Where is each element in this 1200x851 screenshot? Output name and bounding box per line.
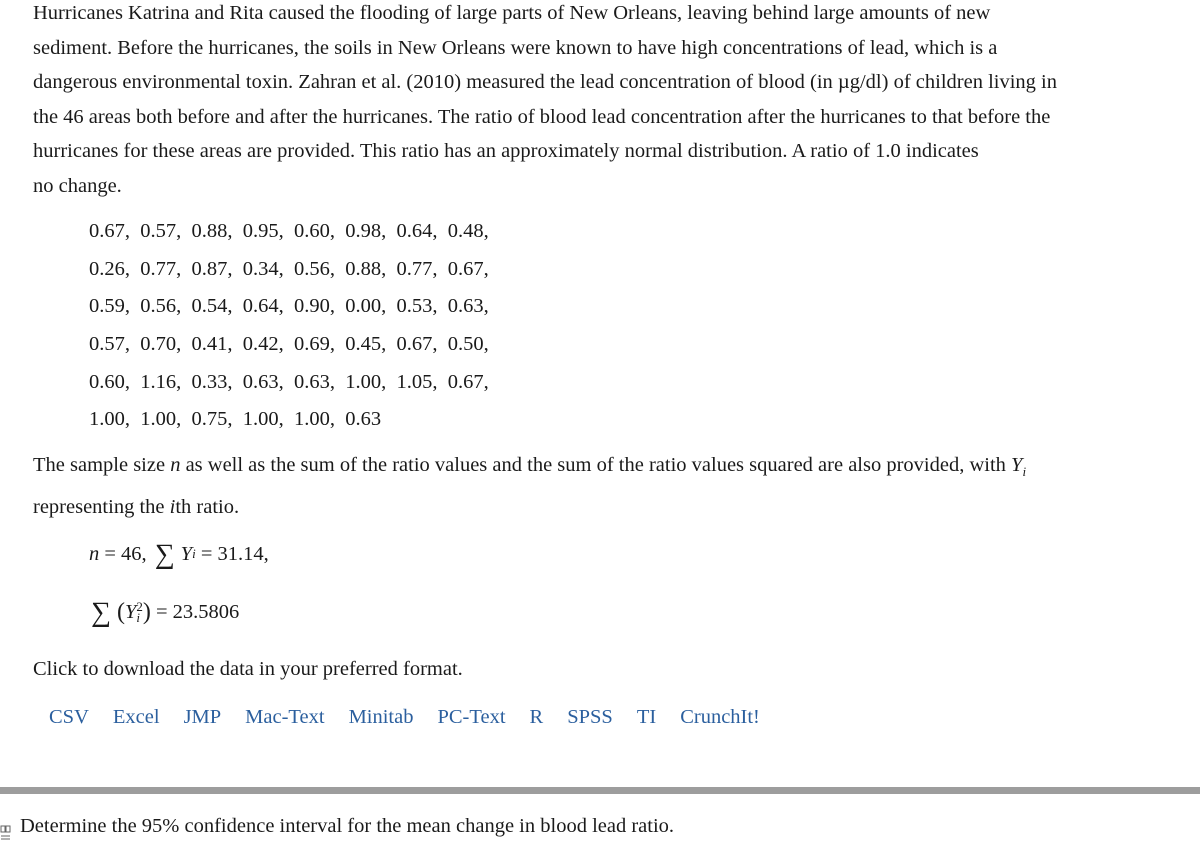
download-links <box>49 706 784 729</box>
sample-line-2: representing the ith ratio. <box>33 495 240 518</box>
data-line: 0.57, 0.70, 0.41, 0.42, 0.69, 0.45, 0.67, 0.50, <box>89 333 489 356</box>
intro-line: dangerous environmental toxin. Zahran et al. (2010) measured the lead concentration of blood (in µg/dl) of children living in <box>33 71 1057 93</box>
sample-line-1: The sample size n as well as the sum of the ratio values and the sum of the ratio values squared are also provided, with $Y_i$ <box>33 454 1027 480</box>
download-csv-link[interactable]: CSV <box>49 706 89 728</box>
intro-line: Hurricanes Katrina and Rita caused the flooding of large parts of New Orleans, leaving behind large amounts of new <box>33 2 991 24</box>
n-value: = 46, <box>99 542 147 565</box>
download-spss-link[interactable]: SPSS <box>567 706 613 728</box>
download-minitab-link[interactable]: Minitab <box>348 706 414 728</box>
sum-y-value: = 31.14, <box>195 542 269 565</box>
download-excel-link[interactable]: Excel <box>112 706 160 728</box>
intro-line: the 46 areas both before and after the hurricanes. The ratio of blood lead concentration after the hurricanes to that before the <box>33 105 1051 128</box>
download-prompt: Click to download the data in your preferred format. <box>33 658 463 680</box>
download-mac-text-link[interactable]: Mac-Text <box>245 706 325 728</box>
question-marker-icon <box>0 824 12 848</box>
sigma-icon: ∑ <box>154 539 175 570</box>
section-divider <box>0 787 1200 794</box>
y-symbol: Y <box>180 542 193 565</box>
intro-line: no change. <box>33 174 122 197</box>
data-line: 0.26, 0.77, 0.87, 0.34, 0.56, 0.88, 0.77, 0.67, <box>89 257 489 280</box>
intro-line: hurricanes for these areas are provided. This ratio has an approximately normal distribution. A ratio of 1.0 indicates <box>33 140 979 162</box>
sigma-icon: ∑ <box>91 597 111 628</box>
data-line: 0.59, 0.56, 0.54, 0.64, 0.90, 0.00, 0.53, 0.63, <box>89 295 489 318</box>
problem-intro <box>33 0 1183 203</box>
download-r-link[interactable]: R <box>529 706 544 728</box>
sum-squares-formula: ∑ ( Y 2 i ) = 23.5806 <box>91 597 240 628</box>
question-prompt: Determine the 95% confidence interval for the mean change in blood lead ratio. <box>20 815 675 837</box>
download-ti-link[interactable]: TI <box>636 706 657 728</box>
download-pc-text-link[interactable]: PC-Text <box>437 706 506 728</box>
sum-y2-value: = 23.5806 <box>150 600 240 623</box>
data-line: 0.67, 0.57, 0.88, 0.95, 0.60, 0.98, 0.64, 0.48, <box>89 220 489 242</box>
n-symbol: n <box>89 542 100 565</box>
download-crunchit-link[interactable]: CrunchIt! <box>680 706 760 728</box>
sample-size-sum-formula: n = 46, ∑ Y i = 31.14, <box>89 539 269 570</box>
sample-description <box>33 448 1183 524</box>
intro-line: sediment. Before the hurricanes, the soils in New Orleans were known to have high concentrations of lead, which is a <box>33 36 998 59</box>
ratio-data-list <box>89 213 489 439</box>
download-jmp-link[interactable]: JMP <box>183 706 222 728</box>
data-line: 0.60, 1.16, 0.33, 0.63, 0.63, 1.00, 1.05, 0.67, <box>89 370 489 393</box>
data-line: 1.00, 1.00, 0.75, 1.00, 1.00, 0.63 <box>89 408 382 431</box>
